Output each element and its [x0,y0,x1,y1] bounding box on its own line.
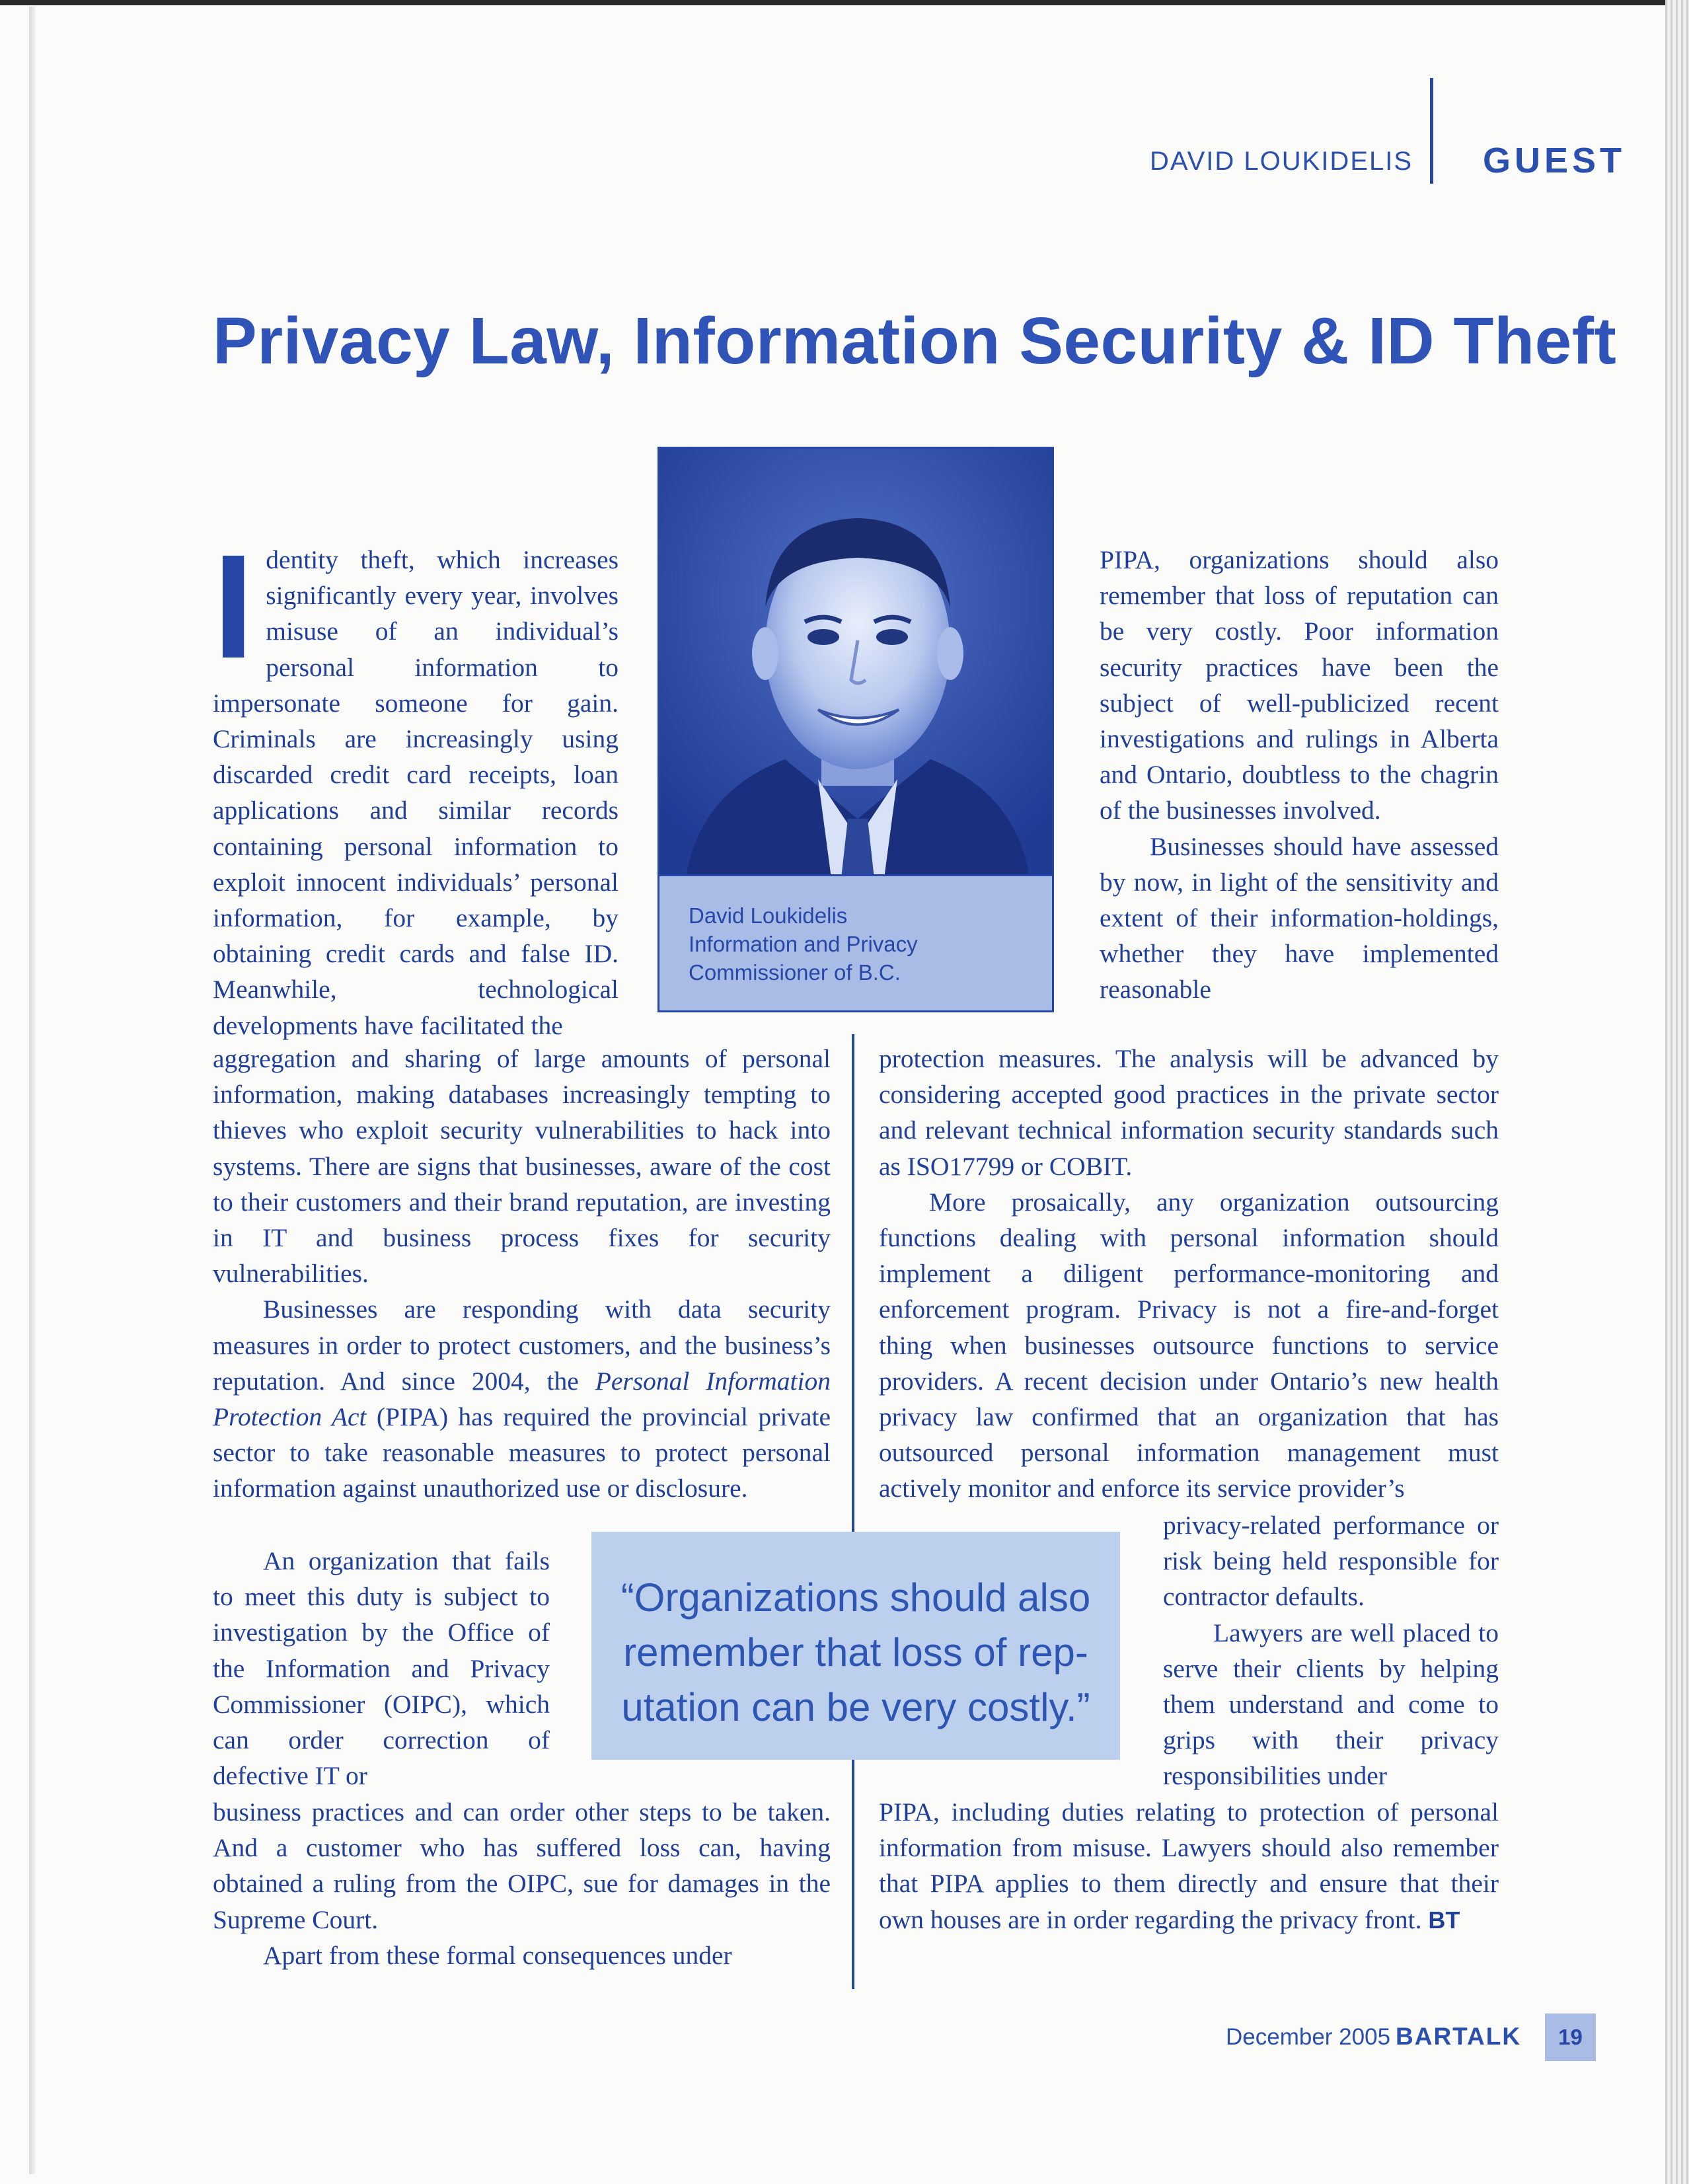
article-right-column-quote-side [1163,1507,1499,1794]
paragraph-lawyers: Lawyers are well placed to serve their clients by helping them understand and come to grips with their privacy responsibilities under [1163,1618,1499,1791]
article-intro-paragraph [213,524,619,1043]
paragraph-outsourcing: More prosaically, any organization outsourcing functions dealing with personal information should implement a diligent performance-monitoring and enforcement program. Privacy is not a fire-and-forget thing when businesses outsource functions to service providers. A recent decision under Ontario’s new health privacy law confirmed that an organization that has outsourced personal information management must actively monitor and enforce its service provider’s [879,1187,1499,1503]
page-stack-edge [1665,0,1689,2184]
caption-title-line1: Information and Privacy [689,932,918,956]
paragraph-pipa: Businesses are responding with data security measures in order to protect customers, and the business’s reputation. And since 2004, the Personal Information Protection Act (PIPA) has required the provincial private sector to take reasonable measures to protect personal information against unauthorized use or disclosure. [213,1295,831,1503]
footer-magazine: BARTALK [1396,2023,1522,2050]
article-oipc-paragraph [213,1543,550,1793]
pull-quote-line2: remember that loss of rep- [623,1630,1088,1675]
pull-quote-line3: utation can be very costly.” [621,1685,1090,1729]
paragraph-oipc-continued: business practices and can order other steps to be taken. And a customer who has suffered loss can, having obtained a ruling from the OIPC, sue for damages in the Supreme Court. [213,1797,831,1934]
caption-name: David Loukidelis [689,903,848,928]
paragraph-assessment-continued: protection measures. The analysis will be advanced by considering accepted good practices in the private sector and relevant technical information security standards such as ISO17799 or COBIT. [879,1044,1499,1181]
paragraph-reputation: PIPA, organizations should also remember that loss of reputation can be very costly. Poor information security practices have been the subject of well-publicized recent investigations and rulings in Alberta and Ontario, doubtless to the chagrin of the businesses involved. [1100,545,1499,825]
article-right-column-middle [879,1041,1499,1507]
end-mark: BT [1428,1906,1460,1934]
footer-date: December 2005 [1226,2024,1391,2050]
column-divider [852,1034,854,1989]
intro-continued: aggregation and sharing of large amounts of personal information, making databases increasingly tempting to thieves who exploit security vulnerabilities to hack into systems. There are signs that businesses, aware of the cost to their customers and their brand reputation, are investing in IT and business process fixes for security vulnerabilities. [213,1044,831,1289]
act-name: Personal Information Protection Act [213,1366,831,1432]
top-border [0,0,1665,5]
article-right-column-upper [1100,542,1499,1008]
article-right-column-lower [879,1794,1499,1938]
paragraph-oipc: An organization that fails to meet this duty is subject to investigation by the Office of the Information and Privacy Commissioner (OIPC), which can order correction of defective IT or [213,1546,550,1791]
article-left-column-lower [213,1794,831,1973]
pull-quote [591,1532,1120,1760]
paragraph-formal-consequences: Apart from these formal consequences under [263,1940,732,1970]
drop-cap: I [213,524,254,689]
intro-text: dentity theft, which increases significantly every year, involves misuse of an individual’s personal information to impersonate someone for gain. Criminals are increasingly using discarded credit card receipts, loan applications and similar records containing personal information to exploit innocent individuals’ personal information, for example, by obtaining credit cards and false ID. Meanwhile, technological developments have facilitated the [213,545,619,1040]
paragraph-assessment: Businesses should have assessed by now, in light of the sensitivity and extent of their information-holdings, whether they have implemented reasonable [1100,831,1499,1004]
paragraph-lawyers-continued: PIPA, including duties relating to protection of personal information from misuse. Lawyers should also remember that PIPA applies to them directly and ensure that their own houses are in order regarding the privacy front. BT [879,1797,1499,1934]
page-gutter-shadow [29,7,36,2174]
portrait-image [659,449,1054,878]
caption-title-line2: Commissioner of B.C. [689,960,901,985]
article-left-column-upper [213,1041,831,1507]
pull-quote-line1: “Organizations should also [620,1575,1091,1620]
header-section: GUEST [1483,141,1626,180]
page-number: 19 [1545,2014,1596,2061]
header-divider [1430,78,1433,184]
article-title: Privacy Law, Information Security & ID Theft [213,304,1617,378]
author-photo [657,447,1054,1012]
photo-caption [659,874,1052,1012]
header-author: DAVID LOUKIDELIS [1150,147,1413,176]
paragraph-outsourcing-continued: privacy-related performance or risk being held responsible for contractor defaults. [1163,1511,1499,1612]
